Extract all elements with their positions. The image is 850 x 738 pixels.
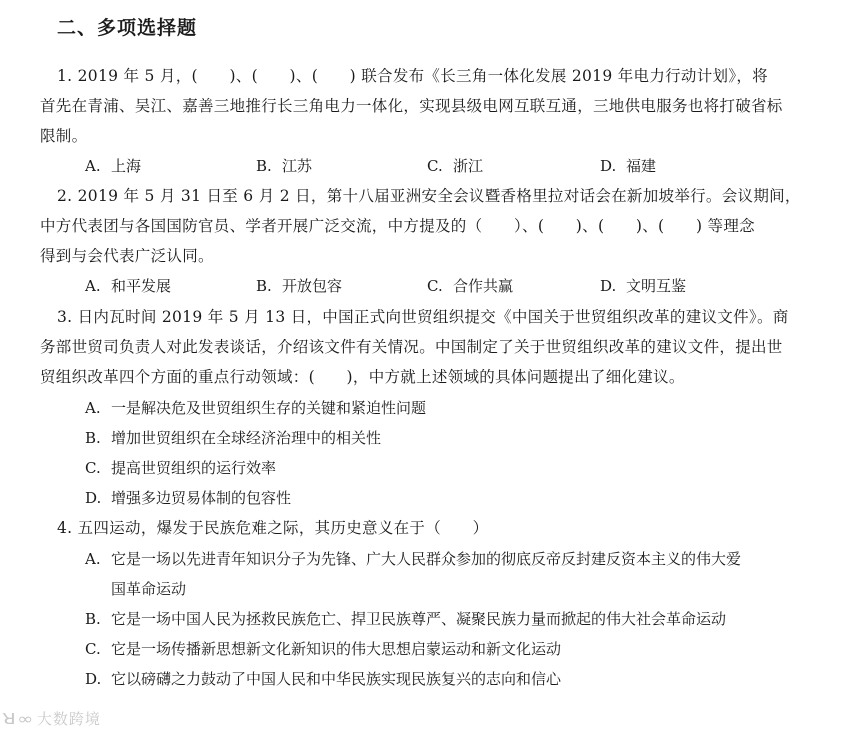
q2-option-a[interactable]: A. 和平发展 [85,277,172,295]
q2-option-d[interactable]: D. 文明互鉴 [600,277,687,295]
q2-option-b[interactable]: B. 开放包容 [256,277,343,295]
q4-option-b[interactable]: B. 它是一场中国人民为拯救民族危亡、捍卫民族尊严、凝聚民族力量而掀起的伟大社会革命运动 [85,610,727,628]
section-title: 二、多项选择题 [57,17,198,39]
q4-option-a[interactable]: A. 它是一场以先进青年知识分子为先锋、广大人民群众参加的彻底反帝反封建反资本主义的伟大爱 [85,550,742,568]
q3-line-1: 3. 日内瓦时间 2019 年 5 月 13 日，中国正式向世贸组织提交《中国关于世贸组织改革的建议文件》。商 [57,308,789,326]
q4-line-1: 4. 五四运动，爆发于民族危难之际，其历史意义在于（ ） [57,519,489,537]
watermark-logo-icon: ꓤ∞ [2,710,35,728]
q3-option-a[interactable]: A. 一是解决危及世贸组织生存的关键和紧迫性问题 [85,399,427,417]
q1-line-3: 限制。 [40,127,88,145]
q1-option-d[interactable]: D. 福建 [600,157,657,175]
q1-option-b[interactable]: B. 江苏 [256,157,313,175]
q3-line-3: 贸组织改革四个方面的重点行动领域：( )，中方就上述领域的具体问题提出了细化建议。 [40,368,685,386]
q2-option-c[interactable]: C. 合作共赢 [427,277,514,295]
q3-option-b[interactable]: B. 增加世贸组织在全球经济治理中的相关性 [85,429,382,447]
watermark [2,708,101,729]
q4-option-d[interactable]: D. 它以磅礴之力鼓动了中国人民和中华民族实现民族复兴的志向和信心 [85,670,562,688]
q4-option-a-continued: 国革命运动 [111,580,187,598]
q3-line-2: 务部世贸司负责人对此发表谈话，介绍该文件有关情况。中国制定了关于世贸组织改革的建议文件，提出世 [40,338,783,356]
q2-line-3: 得到与会代表广泛认同。 [40,247,214,265]
q1-option-a[interactable]: A. 上海 [85,157,142,175]
q3-option-c[interactable]: C. 提高世贸组织的运行效率 [85,459,277,477]
q2-line-1: 2. 2019 年 5 月 31 日至 6 月 2 日，第十八届亚洲安全会议暨香格里拉对话会在新加坡举行。会议期间， [57,187,801,205]
q2-line-2: 中方代表团与各国国防官员、学者开展广泛交流，中方提及的（ ）、( )、( )、( ) 等理念 [40,217,755,235]
q1-line-1: 1. 2019 年 5 月，( )、( )、( ) 联合发布《长三角一体化发展 2019 年电力行动计划》，将 [57,67,768,85]
q1-line-2: 首先在青浦、吴江、嘉善三地推行长三角电力一体化，实现县级电网互联互通，三地供电服务也将打破省标 [40,97,783,115]
watermark-text: 大数跨境 [36,710,101,728]
q4-option-c[interactable]: C. 它是一场传播新思想新文化新知识的伟大思想启蒙运动和新文化运动 [85,640,562,658]
q1-option-c[interactable]: C. 浙江 [427,157,484,175]
q3-option-d[interactable]: D. 增强多边贸易体制的包容性 [85,489,292,507]
